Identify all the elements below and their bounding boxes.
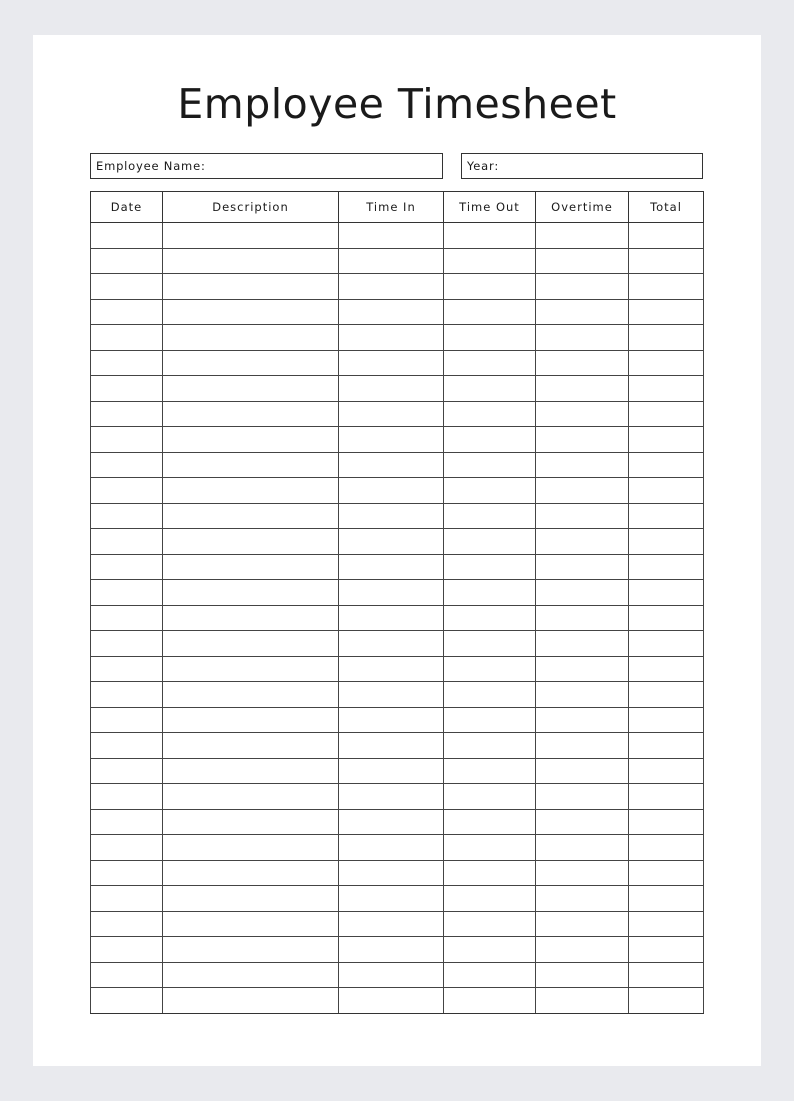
time-out-cell[interactable] bbox=[444, 988, 536, 1014]
total-cell[interactable] bbox=[629, 427, 704, 453]
year-label: Year: bbox=[467, 159, 500, 173]
overtime-cell[interactable] bbox=[536, 911, 629, 937]
date-cell[interactable] bbox=[91, 427, 163, 453]
table-row bbox=[91, 809, 704, 835]
time-in-cell[interactable] bbox=[339, 835, 444, 861]
time-out-cell[interactable] bbox=[444, 452, 536, 478]
table-row bbox=[91, 656, 704, 682]
description-cell[interactable] bbox=[163, 223, 339, 249]
time-out-cell[interactable] bbox=[444, 478, 536, 504]
overtime-cell[interactable] bbox=[536, 758, 629, 784]
description-cell[interactable] bbox=[163, 911, 339, 937]
description-cell[interactable] bbox=[163, 733, 339, 759]
total-cell[interactable] bbox=[629, 631, 704, 657]
overtime-cell[interactable] bbox=[536, 223, 629, 249]
time-out-cell[interactable] bbox=[444, 605, 536, 631]
total-cell[interactable] bbox=[629, 656, 704, 682]
date-cell[interactable] bbox=[91, 988, 163, 1014]
date-cell[interactable] bbox=[91, 452, 163, 478]
description-cell[interactable] bbox=[163, 886, 339, 912]
table-row bbox=[91, 580, 704, 606]
time-out-cell[interactable] bbox=[444, 733, 536, 759]
time-out-cell[interactable] bbox=[444, 427, 536, 453]
time-out-cell[interactable] bbox=[444, 886, 536, 912]
column-header-time-in: Time In bbox=[339, 192, 444, 223]
time-in-cell[interactable] bbox=[339, 529, 444, 555]
time-out-cell[interactable] bbox=[444, 860, 536, 886]
time-out-cell[interactable] bbox=[444, 554, 536, 580]
description-cell[interactable] bbox=[163, 503, 339, 529]
description-cell[interactable] bbox=[163, 835, 339, 861]
date-cell[interactable] bbox=[91, 911, 163, 937]
total-cell[interactable] bbox=[629, 325, 704, 351]
time-out-cell[interactable] bbox=[444, 503, 536, 529]
date-cell[interactable] bbox=[91, 580, 163, 606]
description-cell[interactable] bbox=[163, 631, 339, 657]
description-cell[interactable] bbox=[163, 299, 339, 325]
time-in-cell[interactable] bbox=[339, 605, 444, 631]
time-in-cell[interactable] bbox=[339, 503, 444, 529]
time-out-cell[interactable] bbox=[444, 682, 536, 708]
total-cell[interactable] bbox=[629, 733, 704, 759]
table-row bbox=[91, 427, 704, 453]
description-cell[interactable] bbox=[163, 860, 339, 886]
description-cell[interactable] bbox=[163, 937, 339, 963]
time-out-cell[interactable] bbox=[444, 376, 536, 402]
time-out-cell[interactable] bbox=[444, 529, 536, 555]
time-in-cell[interactable] bbox=[339, 988, 444, 1014]
column-header-date: Date bbox=[91, 192, 163, 223]
time-out-cell[interactable] bbox=[444, 911, 536, 937]
overtime-cell[interactable] bbox=[536, 733, 629, 759]
description-cell[interactable] bbox=[163, 478, 339, 504]
description-cell[interactable] bbox=[163, 580, 339, 606]
description-cell[interactable] bbox=[163, 809, 339, 835]
overtime-cell[interactable] bbox=[536, 554, 629, 580]
date-cell[interactable] bbox=[91, 656, 163, 682]
description-cell[interactable] bbox=[163, 427, 339, 453]
table-row bbox=[91, 860, 704, 886]
description-cell[interactable] bbox=[163, 529, 339, 555]
date-cell[interactable] bbox=[91, 809, 163, 835]
time-out-cell[interactable] bbox=[444, 299, 536, 325]
table-row bbox=[91, 758, 704, 784]
time-out-cell[interactable] bbox=[444, 248, 536, 274]
table-row bbox=[91, 248, 704, 274]
table-row bbox=[91, 886, 704, 912]
date-cell[interactable] bbox=[91, 554, 163, 580]
overtime-cell[interactable] bbox=[536, 962, 629, 988]
total-cell[interactable] bbox=[629, 682, 704, 708]
overtime-cell[interactable] bbox=[536, 478, 629, 504]
date-cell[interactable] bbox=[91, 401, 163, 427]
description-cell[interactable] bbox=[163, 248, 339, 274]
total-cell[interactable] bbox=[629, 962, 704, 988]
overtime-cell[interactable] bbox=[536, 350, 629, 376]
total-cell[interactable] bbox=[629, 554, 704, 580]
description-cell[interactable] bbox=[163, 325, 339, 351]
overtime-cell[interactable] bbox=[536, 682, 629, 708]
total-cell[interactable] bbox=[629, 835, 704, 861]
time-in-cell[interactable] bbox=[339, 631, 444, 657]
date-cell[interactable] bbox=[91, 350, 163, 376]
time-in-cell[interactable] bbox=[339, 325, 444, 351]
overtime-cell[interactable] bbox=[536, 835, 629, 861]
overtime-cell[interactable] bbox=[536, 376, 629, 402]
total-cell[interactable] bbox=[629, 988, 704, 1014]
date-cell[interactable] bbox=[91, 299, 163, 325]
table-row bbox=[91, 962, 704, 988]
total-cell[interactable] bbox=[629, 223, 704, 249]
description-cell[interactable] bbox=[163, 682, 339, 708]
overtime-cell[interactable] bbox=[536, 299, 629, 325]
overtime-cell[interactable] bbox=[536, 401, 629, 427]
overtime-cell[interactable] bbox=[536, 937, 629, 963]
time-in-cell[interactable] bbox=[339, 350, 444, 376]
table-row bbox=[91, 784, 704, 810]
overtime-cell[interactable] bbox=[536, 580, 629, 606]
time-in-cell[interactable] bbox=[339, 452, 444, 478]
time-in-cell[interactable] bbox=[339, 554, 444, 580]
description-cell[interactable] bbox=[163, 707, 339, 733]
description-cell[interactable] bbox=[163, 554, 339, 580]
time-in-cell[interactable] bbox=[339, 274, 444, 300]
timesheet-table bbox=[90, 191, 704, 1014]
time-in-cell[interactable] bbox=[339, 248, 444, 274]
table-header-row bbox=[91, 192, 704, 223]
time-out-cell[interactable] bbox=[444, 758, 536, 784]
overtime-cell[interactable] bbox=[536, 274, 629, 300]
date-cell[interactable] bbox=[91, 886, 163, 912]
time-in-cell[interactable] bbox=[339, 682, 444, 708]
total-cell[interactable] bbox=[629, 758, 704, 784]
time-in-cell[interactable] bbox=[339, 733, 444, 759]
description-cell[interactable] bbox=[163, 452, 339, 478]
overtime-cell[interactable] bbox=[536, 631, 629, 657]
date-cell[interactable] bbox=[91, 758, 163, 784]
time-in-cell[interactable] bbox=[339, 299, 444, 325]
time-in-cell[interactable] bbox=[339, 401, 444, 427]
time-out-cell[interactable] bbox=[444, 350, 536, 376]
table-row bbox=[91, 376, 704, 402]
date-cell[interactable] bbox=[91, 937, 163, 963]
time-in-cell[interactable] bbox=[339, 809, 444, 835]
overtime-cell[interactable] bbox=[536, 325, 629, 351]
date-cell[interactable] bbox=[91, 631, 163, 657]
time-out-cell[interactable] bbox=[444, 784, 536, 810]
time-in-cell[interactable] bbox=[339, 886, 444, 912]
total-cell[interactable] bbox=[629, 860, 704, 886]
description-cell[interactable] bbox=[163, 605, 339, 631]
description-cell[interactable] bbox=[163, 962, 339, 988]
table-row bbox=[91, 299, 704, 325]
time-out-cell[interactable] bbox=[444, 631, 536, 657]
table-body bbox=[91, 223, 704, 1014]
total-cell[interactable] bbox=[629, 376, 704, 402]
time-out-cell[interactable] bbox=[444, 325, 536, 351]
time-out-cell[interactable] bbox=[444, 656, 536, 682]
time-in-cell[interactable] bbox=[339, 656, 444, 682]
time-out-cell[interactable] bbox=[444, 835, 536, 861]
table-row bbox=[91, 223, 704, 249]
time-in-cell[interactable] bbox=[339, 758, 444, 784]
description-cell[interactable] bbox=[163, 376, 339, 402]
time-in-cell[interactable] bbox=[339, 860, 444, 886]
overtime-cell[interactable] bbox=[536, 707, 629, 733]
date-cell[interactable] bbox=[91, 478, 163, 504]
column-header-total: Total bbox=[629, 192, 704, 223]
table-row bbox=[91, 707, 704, 733]
time-in-cell[interactable] bbox=[339, 223, 444, 249]
time-out-cell[interactable] bbox=[444, 937, 536, 963]
overtime-cell[interactable] bbox=[536, 503, 629, 529]
table-row bbox=[91, 478, 704, 504]
time-in-cell[interactable] bbox=[339, 937, 444, 963]
table-row bbox=[91, 988, 704, 1014]
description-cell[interactable] bbox=[163, 758, 339, 784]
overtime-cell[interactable] bbox=[536, 452, 629, 478]
date-cell[interactable] bbox=[91, 707, 163, 733]
description-cell[interactable] bbox=[163, 401, 339, 427]
table-row bbox=[91, 503, 704, 529]
overtime-cell[interactable] bbox=[536, 656, 629, 682]
description-cell[interactable] bbox=[163, 784, 339, 810]
overtime-cell[interactable] bbox=[536, 605, 629, 631]
description-cell[interactable] bbox=[163, 274, 339, 300]
total-cell[interactable] bbox=[629, 580, 704, 606]
table-row bbox=[91, 350, 704, 376]
time-out-cell[interactable] bbox=[444, 580, 536, 606]
overtime-cell[interactable] bbox=[536, 248, 629, 274]
date-cell[interactable] bbox=[91, 503, 163, 529]
description-cell[interactable] bbox=[163, 350, 339, 376]
table-row bbox=[91, 529, 704, 555]
overtime-cell[interactable] bbox=[536, 809, 629, 835]
table-row bbox=[91, 325, 704, 351]
time-in-cell[interactable] bbox=[339, 962, 444, 988]
date-cell[interactable] bbox=[91, 274, 163, 300]
total-cell[interactable] bbox=[629, 503, 704, 529]
date-cell[interactable] bbox=[91, 223, 163, 249]
table-row bbox=[91, 835, 704, 861]
overtime-cell[interactable] bbox=[536, 988, 629, 1014]
total-cell[interactable] bbox=[629, 707, 704, 733]
date-cell[interactable] bbox=[91, 529, 163, 555]
table-row bbox=[91, 554, 704, 580]
total-cell[interactable] bbox=[629, 886, 704, 912]
time-in-cell[interactable] bbox=[339, 707, 444, 733]
time-out-cell[interactable] bbox=[444, 962, 536, 988]
time-out-cell[interactable] bbox=[444, 274, 536, 300]
total-cell[interactable] bbox=[629, 274, 704, 300]
column-header-description: Description bbox=[163, 192, 339, 223]
time-in-cell[interactable] bbox=[339, 784, 444, 810]
date-cell[interactable] bbox=[91, 248, 163, 274]
date-cell[interactable] bbox=[91, 860, 163, 886]
total-cell[interactable] bbox=[629, 784, 704, 810]
time-out-cell[interactable] bbox=[444, 223, 536, 249]
table-row bbox=[91, 937, 704, 963]
time-in-cell[interactable] bbox=[339, 580, 444, 606]
table-row bbox=[91, 911, 704, 937]
date-cell[interactable] bbox=[91, 733, 163, 759]
table-row bbox=[91, 605, 704, 631]
total-cell[interactable] bbox=[629, 911, 704, 937]
date-cell[interactable] bbox=[91, 835, 163, 861]
overtime-cell[interactable] bbox=[536, 427, 629, 453]
page-title: Employee Timesheet bbox=[177, 80, 617, 128]
year-field[interactable] bbox=[461, 153, 703, 179]
description-cell[interactable] bbox=[163, 988, 339, 1014]
time-in-cell[interactable] bbox=[339, 911, 444, 937]
employee-name-label: Employee Name: bbox=[96, 159, 206, 173]
table-row bbox=[91, 401, 704, 427]
total-cell[interactable] bbox=[629, 248, 704, 274]
date-cell[interactable] bbox=[91, 962, 163, 988]
total-cell[interactable] bbox=[629, 478, 704, 504]
table-row bbox=[91, 631, 704, 657]
date-cell[interactable] bbox=[91, 784, 163, 810]
date-cell[interactable] bbox=[91, 682, 163, 708]
table-row bbox=[91, 682, 704, 708]
total-cell[interactable] bbox=[629, 350, 704, 376]
total-cell[interactable] bbox=[629, 529, 704, 555]
overtime-cell[interactable] bbox=[536, 529, 629, 555]
column-header-overtime: Overtime bbox=[536, 192, 629, 223]
date-cell[interactable] bbox=[91, 376, 163, 402]
time-in-cell[interactable] bbox=[339, 478, 444, 504]
total-cell[interactable] bbox=[629, 809, 704, 835]
time-in-cell[interactable] bbox=[339, 427, 444, 453]
overtime-cell[interactable] bbox=[536, 886, 629, 912]
description-cell[interactable] bbox=[163, 656, 339, 682]
employee-name-field[interactable] bbox=[90, 153, 443, 179]
date-cell[interactable] bbox=[91, 325, 163, 351]
table-row bbox=[91, 452, 704, 478]
column-header-time-out: Time Out bbox=[444, 192, 536, 223]
total-cell[interactable] bbox=[629, 299, 704, 325]
total-cell[interactable] bbox=[629, 452, 704, 478]
time-out-cell[interactable] bbox=[444, 707, 536, 733]
total-cell[interactable] bbox=[629, 937, 704, 963]
time-out-cell[interactable] bbox=[444, 401, 536, 427]
date-cell[interactable] bbox=[91, 605, 163, 631]
total-cell[interactable] bbox=[629, 401, 704, 427]
table-row bbox=[91, 274, 704, 300]
time-out-cell[interactable] bbox=[444, 809, 536, 835]
table-row bbox=[91, 733, 704, 759]
overtime-cell[interactable] bbox=[536, 784, 629, 810]
total-cell[interactable] bbox=[629, 605, 704, 631]
time-in-cell[interactable] bbox=[339, 376, 444, 402]
overtime-cell[interactable] bbox=[536, 860, 629, 886]
